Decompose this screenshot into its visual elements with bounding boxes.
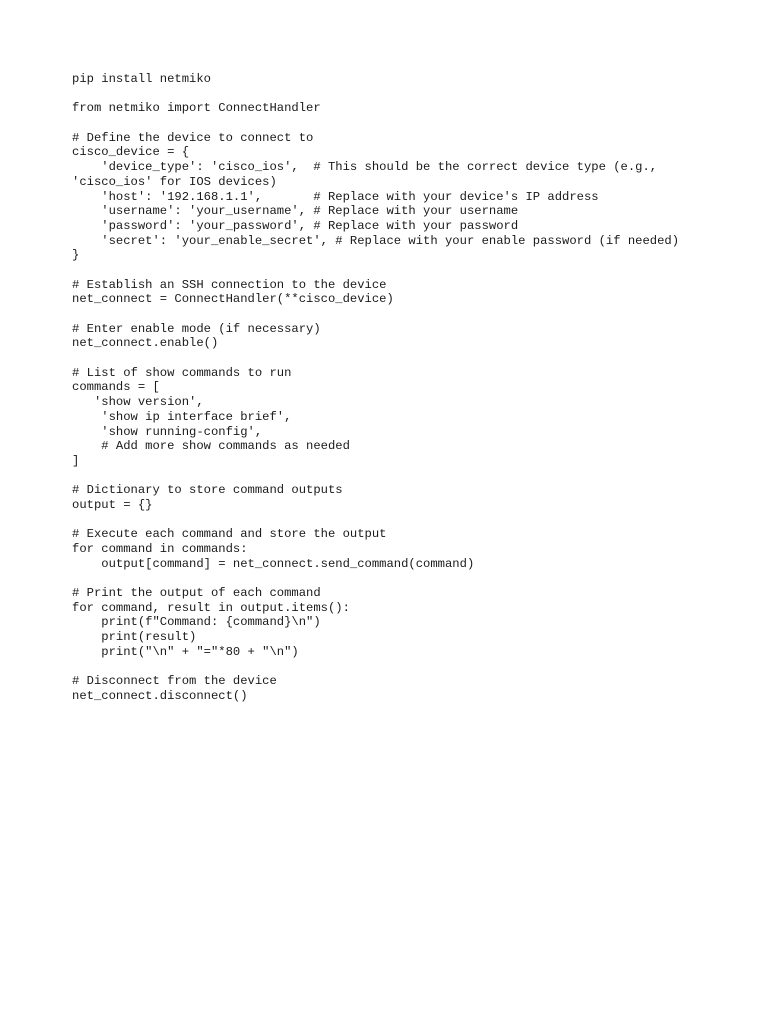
code-text-block	[72, 72, 752, 704]
code-line: # Dictionary to store command outputs	[72, 483, 343, 498]
code-line	[72, 307, 752, 322]
code-line: # Enter enable mode (if necessary)	[72, 321, 321, 336]
code-line: net_connect.enable()	[72, 336, 219, 351]
code-line: # Disconnect from the device	[72, 674, 277, 689]
code-line: print(f"Command: {command}\n")	[72, 615, 321, 630]
code-line: 'show running-config',	[72, 424, 263, 439]
code-line	[72, 469, 752, 484]
code-line: from netmiko import ConnectHandler	[72, 101, 321, 116]
code-line	[72, 571, 752, 586]
code-line: print("\n" + "="*80 + "\n")	[72, 644, 299, 659]
code-line: # Establish an SSH connection to the device	[72, 277, 387, 292]
code-line: pip install netmiko	[72, 72, 211, 86]
code-line: ]	[72, 453, 80, 468]
code-line: # List of show commands to run	[72, 365, 292, 380]
code-line: net_connect.disconnect()	[72, 688, 248, 703]
code-line: commands = [	[72, 380, 160, 395]
code-line	[72, 263, 752, 278]
code-line: print(result)	[72, 630, 197, 645]
code-line: output[command] = net_connect.send_command(command)	[72, 556, 475, 571]
code-line: }	[72, 248, 80, 263]
code-line: 'show version',	[72, 395, 204, 410]
code-line: 'secret': 'your_enable_secret', # Replace with your enable password (if needed)	[72, 233, 680, 248]
code-line	[72, 351, 752, 366]
code-line: output = {}	[72, 497, 153, 512]
code-line	[72, 116, 752, 131]
code-line: for command in commands:	[72, 542, 248, 556]
code-line	[72, 87, 752, 102]
code-line: net_connect = ConnectHandler(**cisco_device)	[72, 292, 394, 307]
code-line	[72, 660, 752, 675]
code-line: 'show ip interface brief',	[72, 409, 292, 424]
code-line: # Execute each command and store the output	[72, 527, 387, 542]
code-line	[72, 513, 752, 528]
code-line: # Add more show commands as needed	[72, 439, 350, 454]
code-line: 'device_type': 'cisco_ios', # This should be the correct device type (e.g.,	[72, 160, 658, 175]
code-line: # Define the device to connect to	[72, 130, 314, 145]
code-line: cisco_device = {	[72, 145, 190, 160]
code-line: 'host': '192.168.1.1', # Replace with your device's IP address	[72, 189, 599, 204]
code-line: for command, result in output.items():	[72, 600, 350, 615]
code-line: 'username': 'your_username', # Replace with your username	[72, 204, 519, 219]
code-line: 'password': 'your_password', # Replace with your password	[72, 218, 519, 233]
code-line: # Print the output of each command	[72, 586, 321, 601]
code-line: 'cisco_ios' for IOS devices)	[72, 174, 277, 189]
